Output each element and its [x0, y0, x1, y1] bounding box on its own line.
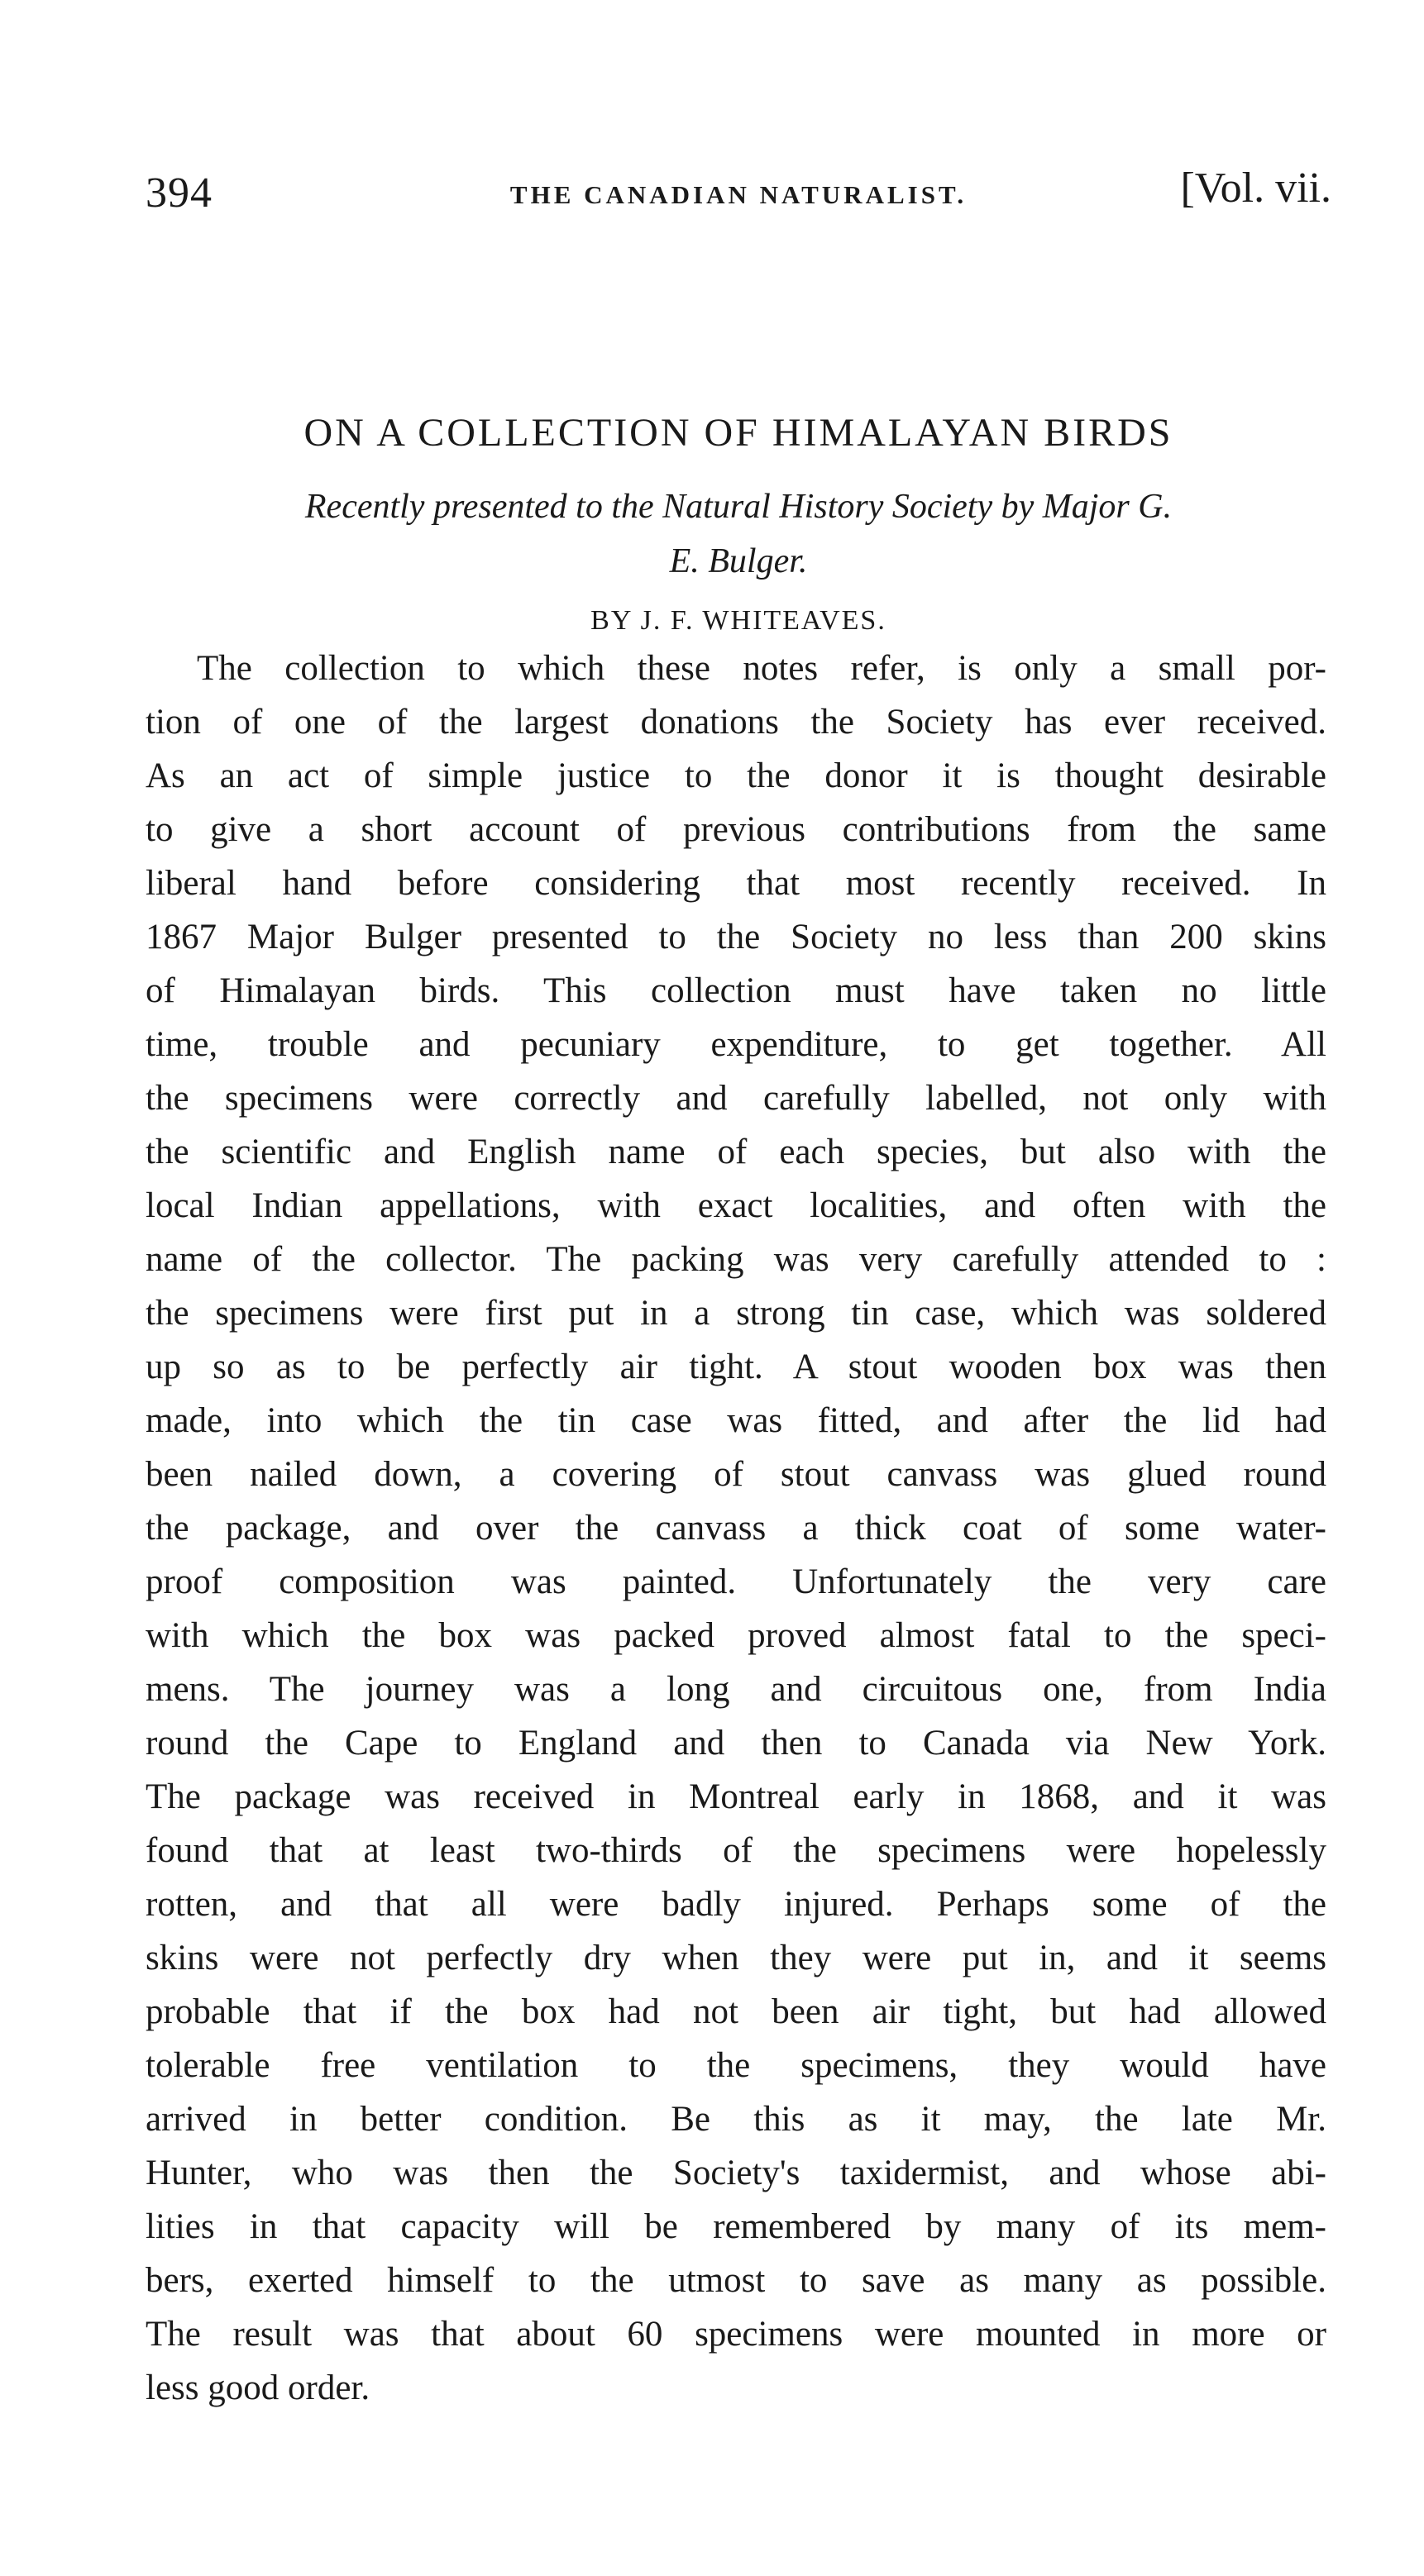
text-line: the specimens were first put in a strong tin case, which was soldered [146, 1294, 1326, 1333]
text-line: of Himalayan birds. This collection must have taken no little [146, 971, 1326, 1010]
text-line: made, into which the tin case was fitted, and after the lid had [146, 1401, 1326, 1440]
body-text [146, 642, 1326, 2415]
text-line: the specimens were correctly and carefully labelled, not only with [146, 1079, 1326, 1118]
text-line: found that at least two-thirds of the specimens were hopelessly [146, 1831, 1326, 1870]
text-line: tion of one of the largest donations the Society has ever received. [146, 703, 1326, 742]
running-header [146, 162, 1331, 228]
text-line: proof composition was painted. Unfortunately the very care [146, 1562, 1326, 1601]
text-line: arrived in better condition. Be this as it may, the late Mr. [146, 2100, 1326, 2139]
text-line: name of the collector. The packing was very carefully attended to : [146, 1240, 1326, 1279]
text-line: time, trouble and pecuniary expenditure, to get together. All [146, 1025, 1326, 1064]
text-line: The collection to which these notes refer, is only a small por- [197, 649, 1326, 688]
text-line: probable that if the box had not been air tight, but had allowed [146, 1992, 1326, 2031]
text-line: less good order. [146, 2368, 370, 2407]
text-line: been nailed down, a covering of stout canvass was glued round [146, 1455, 1326, 1494]
text-line: the package, and over the canvass a thick coat of some water- [146, 1509, 1326, 1548]
text-line: the scientific and English name of each species, but also with the [146, 1133, 1326, 1171]
text-line: with which the box was packed proved almost fatal to the speci- [146, 1616, 1326, 1655]
text-line: The package was received in Montreal early in 1868, and it was [146, 1777, 1326, 1816]
text-line: local Indian appellations, with exact localities, and often with the [146, 1186, 1326, 1225]
journal-title: THE CANADIAN NATURALIST. [509, 180, 968, 209]
text-line: 1867 Major Bulger presented to the Society no less than 200 skins [146, 918, 1326, 956]
text-line: Hunter, who was then the Society's taxidermist, and whose abi- [146, 2154, 1326, 2192]
text-line: lities in that capacity will be remembered by many of its mem- [146, 2207, 1326, 2246]
text-line: The result was that about 60 specimens were mounted in more or [146, 2315, 1326, 2354]
text-line: round the Cape to England and then to Canada via New York. [146, 1724, 1326, 1763]
text-line: rotten, and that all were badly injured. Perhaps some of the [146, 1885, 1326, 1924]
text-line: skins were not perfectly dry when they were put in, and it seems [146, 1939, 1326, 1977]
author-byline: BY J. F. WHITEAVES. [590, 605, 886, 636]
text-line: to give a short account of previous contributions from the same [146, 810, 1326, 849]
text-line: mens. The journey was a long and circuitous one, from India [146, 1670, 1326, 1709]
page-number: 394 [146, 169, 213, 217]
text-line: bers, exerted himself to the utmost to save as many as possible. [146, 2261, 1326, 2300]
article-title: ON A COLLECTION OF HIMALAYAN BIRDS [303, 411, 1173, 455]
article-subtitle [146, 479, 1331, 589]
text-line: tolerable free ventilation to the specimens, they would have [146, 2046, 1326, 2085]
text-line: As an act of simple justice to the donor it is thought desirable [146, 756, 1326, 795]
subtitle-line: Recently presented to the Natural History Society by Major G. [304, 488, 1173, 526]
text-line: up so as to be perfectly air tight. A stout wooden box was then [146, 1348, 1326, 1386]
volume-label: [Vol. vii. [1180, 165, 1331, 212]
subtitle-line: E. Bulger. [669, 542, 808, 580]
text-line: liberal hand before considering that most recently received. In [146, 864, 1326, 903]
